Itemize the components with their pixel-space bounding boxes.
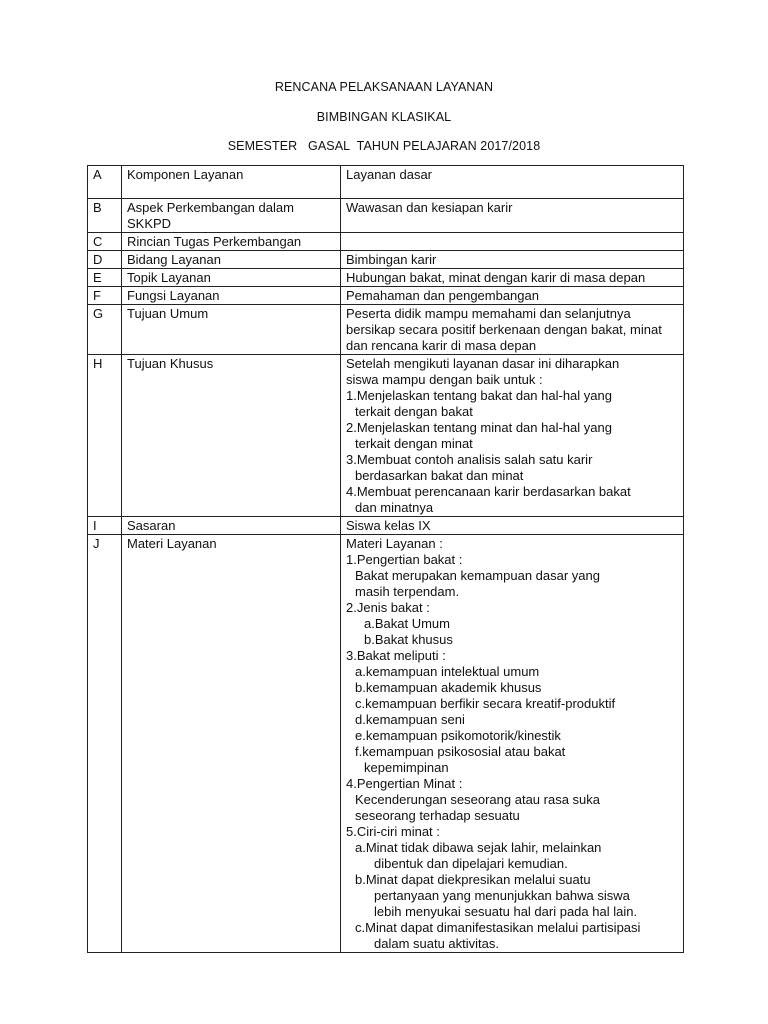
- text-line: a.Minat tidak dibawa sejak lahir, melainkan: [355, 840, 602, 855]
- row-label: Materi Layanan: [122, 535, 341, 953]
- row-label: Aspek Perkembangan dalam SKKPD: [122, 199, 341, 233]
- text-line: e.kemampuan psikomotorik/kinestik: [355, 728, 561, 743]
- row-code: F: [88, 287, 122, 305]
- table-row: [88, 199, 684, 233]
- text-line: berdasarkan bakat dan minat: [355, 468, 524, 483]
- text-line: 3.Membuat contoh analisis salah satu karir: [346, 452, 593, 467]
- text-line: Kecenderungan seseorang atau rasa suka: [355, 792, 601, 807]
- text-line: dan minatnya: [355, 500, 434, 515]
- text-line: terkait dengan minat: [355, 436, 473, 451]
- text-line: pertanyaan yang menunjukkan bahwa siswa: [374, 888, 630, 903]
- text-line: dalam suatu aktivitas.: [374, 936, 500, 951]
- text-line: seseorang terhadap sesuatu: [355, 808, 520, 823]
- table-row: [88, 251, 684, 269]
- text-line: 4.Pengertian Minat :: [346, 776, 463, 791]
- row-code: J: [88, 535, 122, 953]
- table-row: [88, 166, 684, 199]
- text-line: lebih menyukai sesuatu hal dari pada hal lain.: [374, 904, 638, 919]
- text-line: 5.Ciri-ciri minat :: [346, 824, 440, 839]
- row-value: [341, 535, 684, 953]
- text-line: 3.Bakat meliputi :: [346, 648, 446, 663]
- text-line: 2.Jenis bakat :: [346, 600, 430, 615]
- row-value: Siswa kelas IX: [341, 517, 684, 535]
- text-line: a.kemampuan intelektual umum: [355, 664, 540, 679]
- document-semester: SEMESTER GASAL TAHUN PELAJARAN 2017/2018: [227, 139, 541, 153]
- row-code: A: [88, 166, 122, 199]
- text-line: terkait dengan bakat: [355, 404, 473, 419]
- row-label: Komponen Layanan: [122, 166, 341, 199]
- text-line: masih terpendam.: [355, 584, 460, 599]
- row-code: H: [88, 355, 122, 517]
- row-label: Tujuan Umum: [122, 305, 341, 355]
- row-value: Bimbingan karir: [341, 251, 684, 269]
- text-line: kepemimpinan: [364, 760, 449, 775]
- table-row: [88, 287, 684, 305]
- text-line: 2.Menjelaskan tentang minat dan hal-hal yang: [346, 420, 612, 435]
- row-code: I: [88, 517, 122, 535]
- text-line: 4.Membuat perencanaan karir berdasarkan bakat: [346, 484, 631, 499]
- row-value: Layanan dasar: [341, 166, 684, 199]
- text-line: b.Bakat khusus: [364, 632, 453, 647]
- text-line: Materi Layanan :: [346, 536, 443, 551]
- row-label: Rincian Tugas Perkembangan: [122, 233, 341, 251]
- text-line: 1.Pengertian bakat :: [346, 552, 463, 567]
- text-line: b.kemampuan akademik khusus: [355, 680, 542, 695]
- text-line: Setelah mengikuti layanan dasar ini diharapkan: [346, 356, 620, 371]
- text-line: siswa mampu dengan baik untuk :: [346, 372, 543, 387]
- text-line: c.Minat dapat dimanifestasikan melalui partisipasi: [355, 920, 641, 935]
- service-plan-table: [87, 165, 684, 953]
- row-value: Pemahaman dan pengembangan: [341, 287, 684, 305]
- row-value: Peserta didik mampu memahami dan selanjutnya bersikap secara positif berkenaan dengan bakat, minat dan rencana karir di masa depan: [341, 305, 684, 355]
- row-code: B: [88, 199, 122, 233]
- text-line: a.Bakat Umum: [364, 616, 450, 631]
- text-line: dibentuk dan dipelajari kemudian.: [374, 856, 568, 871]
- row-code: G: [88, 305, 122, 355]
- text-line: f.kemampuan psikososial atau bakat: [355, 744, 566, 759]
- row-code: C: [88, 233, 122, 251]
- row-value: [341, 233, 684, 251]
- row-value: Hubungan bakat, minat dengan karir di masa depan: [341, 269, 684, 287]
- table-row: [88, 535, 684, 953]
- document-title: RENCANA PELAKSANAAN LAYANAN: [274, 80, 494, 94]
- text-line: Bakat merupakan kemampuan dasar yang: [355, 568, 600, 583]
- text-line: c.kemampuan berfikir secara kreatif-produktif: [355, 696, 616, 711]
- row-code: D: [88, 251, 122, 269]
- table-row: [88, 355, 684, 517]
- row-label: Bidang Layanan: [122, 251, 341, 269]
- text-line: 1.Menjelaskan tentang bakat dan hal-hal yang: [346, 388, 612, 403]
- table-row: [88, 269, 684, 287]
- table-row: [88, 517, 684, 535]
- row-code: E: [88, 269, 122, 287]
- row-label: Tujuan Khusus: [122, 355, 341, 517]
- table-row: [88, 305, 684, 355]
- document-subtitle: BIMBINGAN KLASIKAL: [316, 110, 452, 124]
- row-label: Topik Layanan: [122, 269, 341, 287]
- row-label: Sasaran: [122, 517, 341, 535]
- text-line: d.kemampuan seni: [355, 712, 465, 727]
- row-label: Fungsi Layanan: [122, 287, 341, 305]
- row-value: [341, 355, 684, 517]
- table-row: [88, 233, 684, 251]
- text-line: b.Minat dapat diekpresikan melalui suatu: [355, 872, 591, 887]
- row-value: Wawasan dan kesiapan karir: [341, 199, 684, 233]
